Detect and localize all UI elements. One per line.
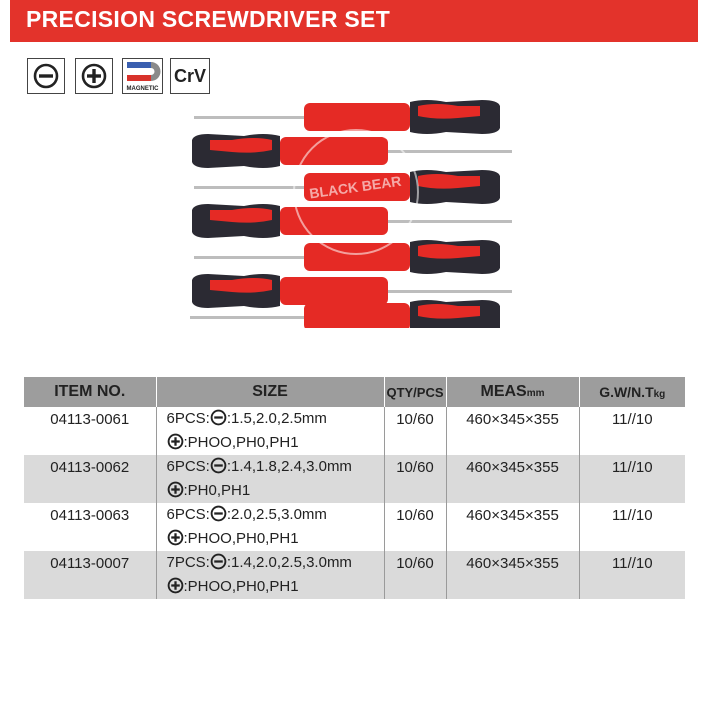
magnetic-label: MAGNETIC bbox=[126, 86, 159, 92]
size-cell bbox=[156, 455, 384, 503]
piece-count: 6PCS: bbox=[166, 410, 210, 427]
qty-cell: 10/60 bbox=[384, 503, 446, 551]
table-row bbox=[24, 503, 685, 551]
slotted-icon bbox=[210, 553, 227, 570]
meas-cell: 460×345×355 bbox=[446, 503, 579, 551]
item-number: 04113-0007 bbox=[24, 551, 156, 599]
meas-cell: 460×345×355 bbox=[446, 455, 579, 503]
qty-cell: 10/60 bbox=[384, 407, 446, 455]
screwdriver-2 bbox=[192, 134, 512, 168]
screwdriver-5 bbox=[194, 240, 500, 274]
weight-cell: 11//10 bbox=[579, 503, 685, 551]
screwdriver-1 bbox=[194, 100, 500, 134]
piece-count: 6PCS: bbox=[166, 458, 210, 475]
size-phillips-line bbox=[167, 479, 384, 503]
size-phillips-line bbox=[167, 431, 384, 455]
header-weight-label: G.W/N.T bbox=[599, 384, 654, 400]
table-row bbox=[24, 455, 685, 503]
slotted-icon bbox=[210, 409, 227, 426]
watermark-text: BLACK BEAR bbox=[308, 172, 403, 202]
item-number: 04113-0063 bbox=[50, 507, 130, 524]
magnetic-feature-box bbox=[122, 58, 163, 94]
weight-cell: 11//10 bbox=[579, 551, 685, 599]
size-cell bbox=[156, 551, 384, 599]
size-slotted-line bbox=[167, 503, 384, 527]
screwdriver-set-image bbox=[186, 92, 526, 328]
phillips-sizes: :PH0,PH1 bbox=[183, 482, 251, 499]
header-weight bbox=[579, 377, 685, 407]
header-item-no: ITEM NO. bbox=[24, 377, 156, 407]
size-slotted-line bbox=[167, 455, 384, 479]
weight-cell: 11//10 bbox=[579, 407, 685, 455]
page-title: PRECISION SCREWDRIVER SET bbox=[26, 6, 391, 32]
slotted-feature-box bbox=[27, 58, 65, 94]
slotted-sizes: :2.0,2.5,3.0mm bbox=[226, 506, 327, 523]
slotted-icon bbox=[210, 505, 227, 522]
crv-icon: CrV bbox=[170, 58, 210, 94]
size-phillips-line bbox=[167, 575, 384, 599]
spec-table bbox=[24, 377, 685, 599]
phillips-icon bbox=[167, 481, 184, 498]
size-slotted-line bbox=[167, 407, 384, 431]
size-cell bbox=[156, 407, 384, 455]
table-row bbox=[24, 407, 685, 455]
item-number: 04113-0061 bbox=[50, 411, 130, 428]
table-row bbox=[24, 551, 685, 599]
header-qty: QTY/PCS bbox=[384, 377, 446, 407]
header-meas-unit: mm bbox=[526, 388, 545, 399]
phillips-sizes: :PHOO,PH0,PH1 bbox=[183, 530, 299, 547]
piece-count: 7PCS: bbox=[166, 554, 210, 571]
header-meas-label: MEAS bbox=[480, 383, 527, 400]
title-bar bbox=[10, 0, 698, 42]
header-meas bbox=[446, 377, 579, 407]
qty-cell: 10/60 bbox=[384, 455, 446, 503]
phillips-feature-box bbox=[75, 58, 113, 94]
phillips-icon bbox=[76, 59, 112, 93]
weight-cell: 11//10 bbox=[579, 455, 685, 503]
qty-cell: 10/60 bbox=[384, 551, 446, 599]
size-cell bbox=[156, 503, 384, 551]
item-number: 04113-0062 bbox=[24, 455, 156, 503]
phillips-sizes: :PHOO,PH0,PH1 bbox=[183, 434, 299, 451]
slotted-icon bbox=[28, 59, 64, 93]
phillips-sizes: :PHOO,PH0,PH1 bbox=[183, 578, 299, 595]
slotted-sizes: :1.4,1.8,2.4,3.0mm bbox=[226, 458, 352, 475]
meas-cell: 460×345×355 bbox=[446, 407, 579, 455]
size-phillips-line bbox=[167, 527, 384, 551]
slotted-sizes: :1.4,2.0,2.5,3.0mm bbox=[226, 554, 352, 571]
slotted-sizes: :1.5,2.0,2.5mm bbox=[226, 410, 327, 427]
header-weight-unit: kg bbox=[653, 389, 666, 400]
magnet-icon bbox=[123, 59, 162, 93]
size-slotted-line bbox=[167, 551, 384, 575]
meas-cell: 460×345×355 bbox=[446, 551, 579, 599]
header-size: SIZE bbox=[156, 377, 384, 407]
phillips-icon bbox=[167, 577, 184, 594]
table-header-row bbox=[24, 377, 685, 407]
phillips-icon bbox=[167, 529, 184, 546]
phillips-icon bbox=[167, 433, 184, 450]
screwdriver-4 bbox=[192, 204, 512, 238]
piece-count: 6PCS: bbox=[166, 506, 210, 523]
slotted-icon bbox=[210, 457, 227, 474]
